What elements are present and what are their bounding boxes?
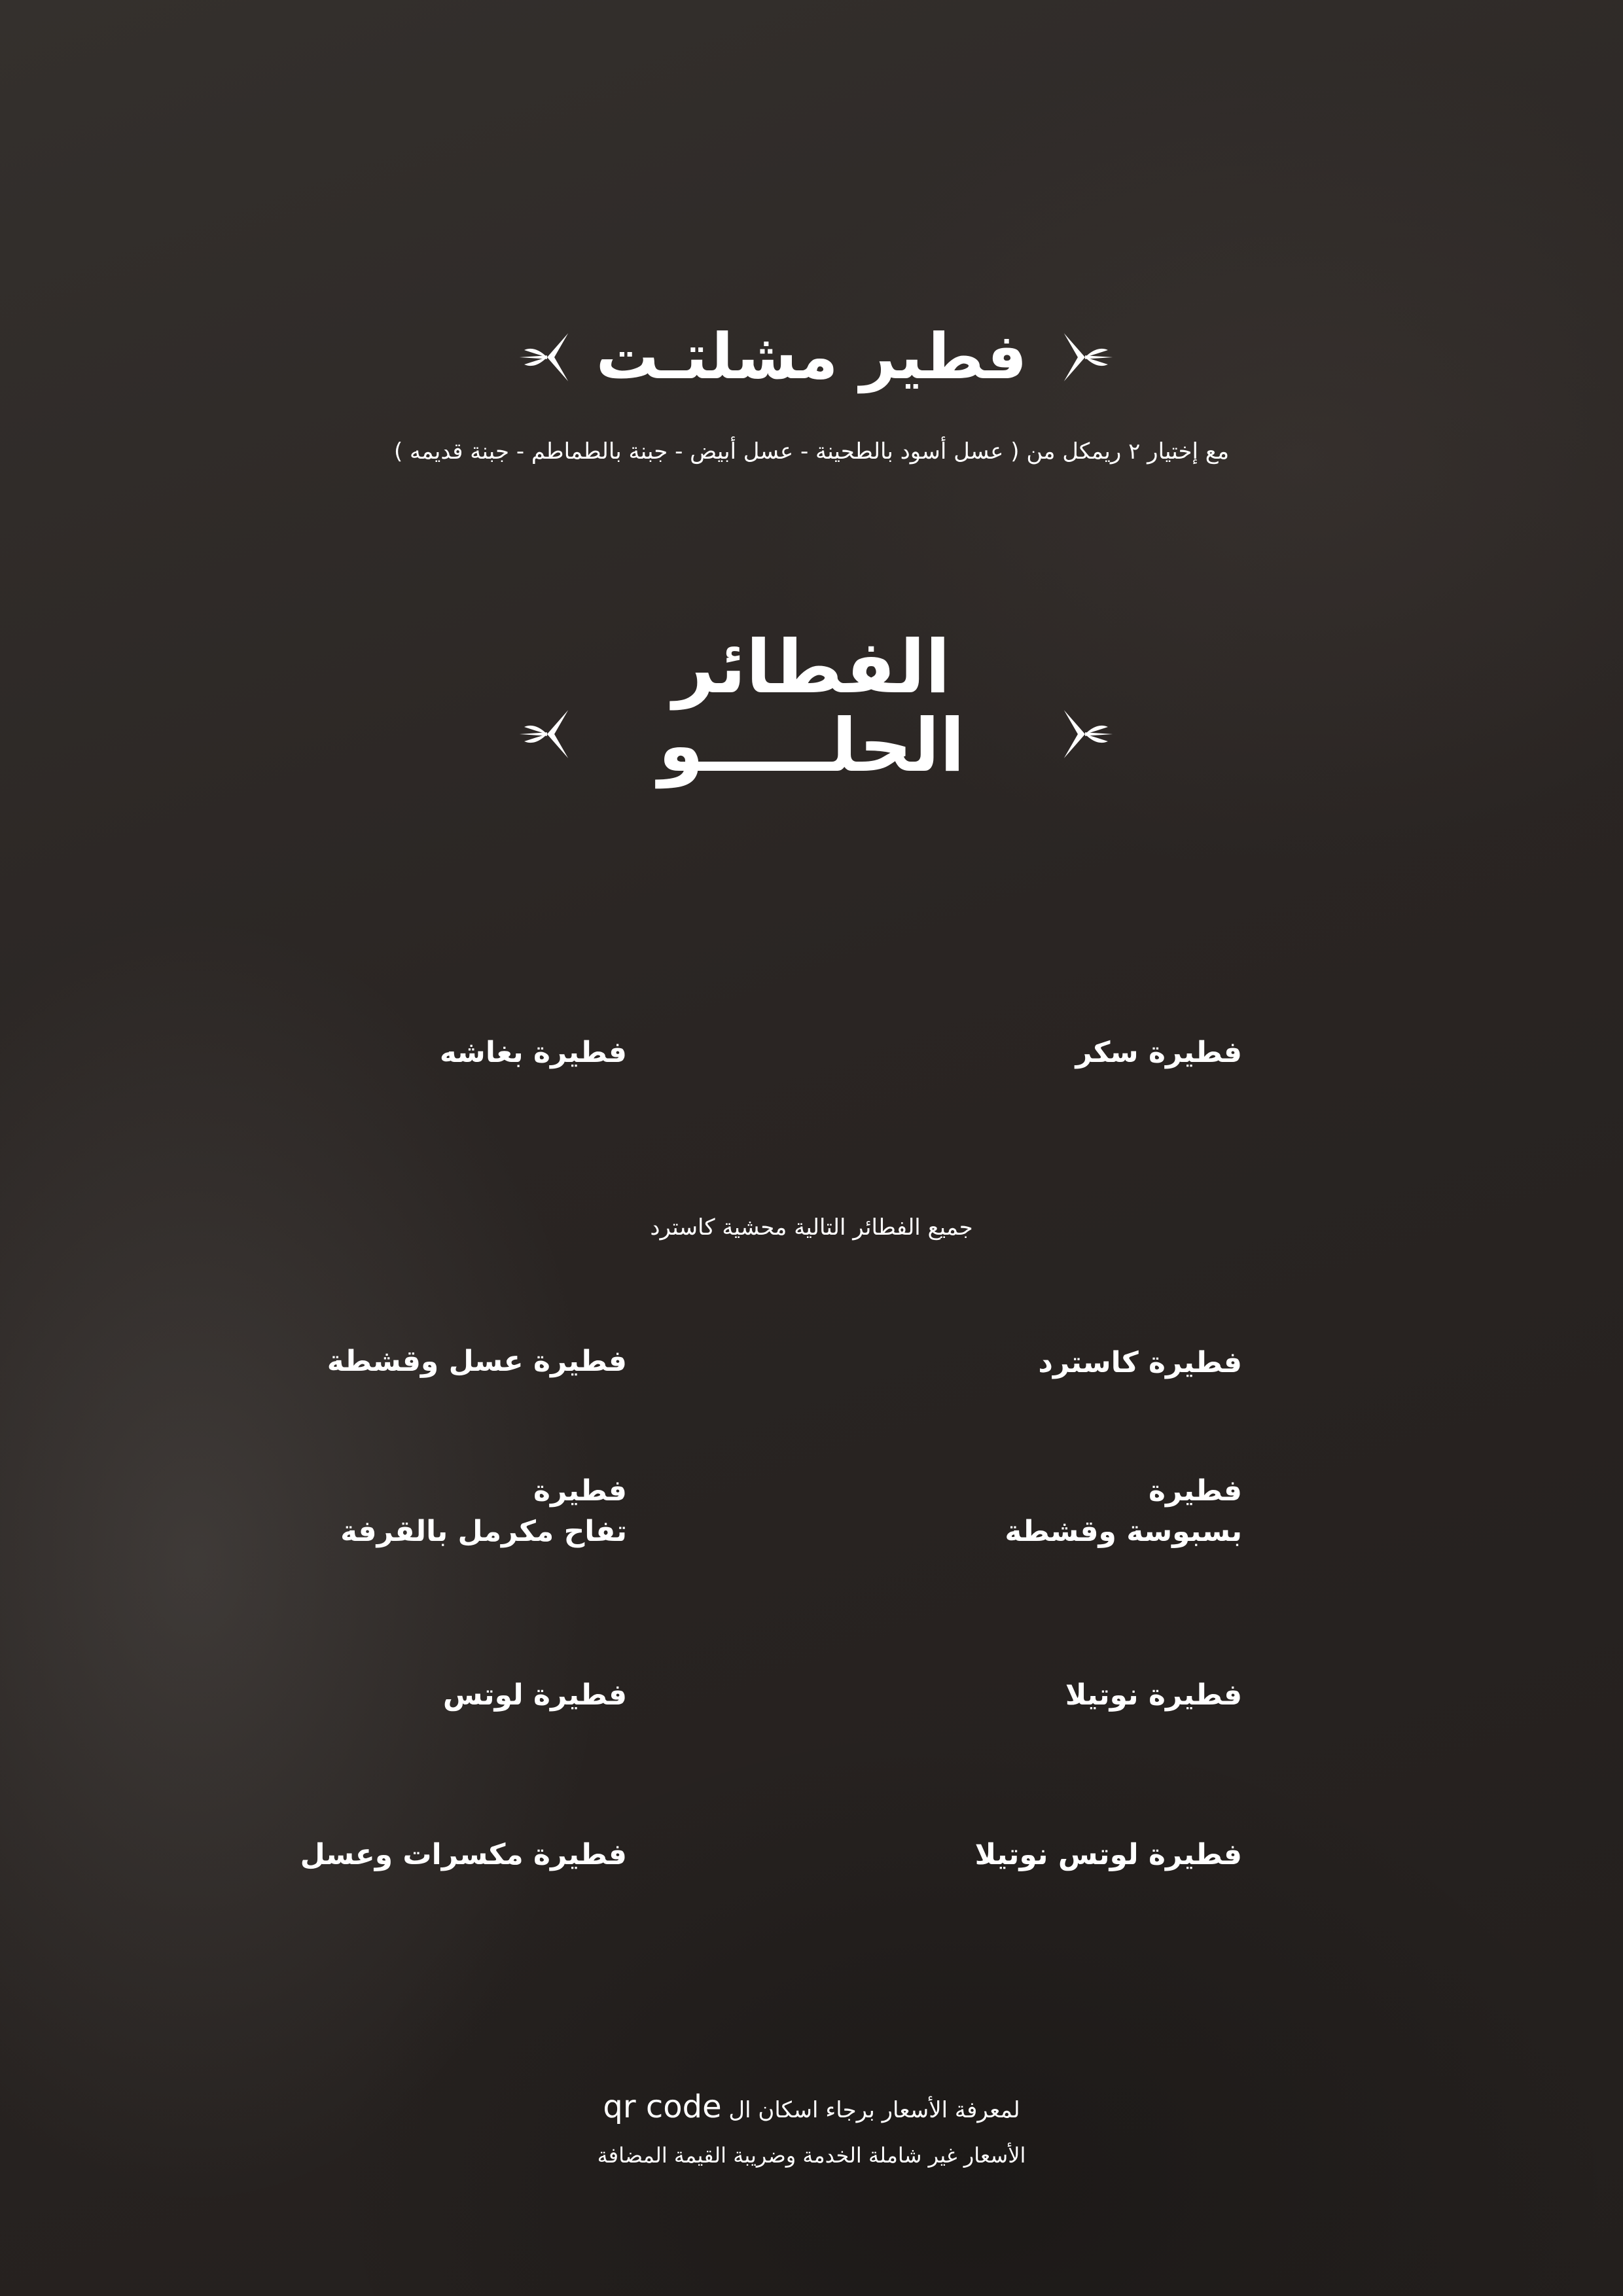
menu-item: فطيرة كاسترد	[1038, 1346, 1242, 1379]
menu-item-line-2: تفاح مكرمل بالقرفة	[340, 1515, 627, 1548]
section-title-sweet-pies	[0, 625, 1623, 788]
section-subtitle-choices: مع إختيار ٢ ريمكل من ( عسل أسود بالطحينة - عسل أبيض - جبنة بالطماطم - جبنة قديمه )	[393, 438, 1230, 465]
section-title-line-1: الفطائر	[673, 625, 950, 710]
menu-item: فطيرة بغاشه	[439, 1036, 627, 1069]
menu-item-line-1: فطيرة	[1149, 1474, 1242, 1508]
menu-item: فطيرة سكر	[1075, 1036, 1242, 1069]
footer-qr-prefix: لمعرفة الأسعار برجاء اسكان ال	[728, 2097, 1020, 2123]
floral-ornament-icon	[517, 704, 577, 764]
menu-item	[340, 1471, 627, 1552]
menu-item	[1005, 1471, 1242, 1552]
section-title-line-2: الحلـــــو	[658, 703, 965, 788]
section-title-mushaltet: فطير مشلتـت	[596, 320, 1027, 393]
footer-tax-note: الأسعار غير شاملة الخدمة وضريبة القيمة المضافة	[597, 2143, 1026, 2168]
floral-ornament-icon	[517, 327, 577, 387]
menu-item: فطيرة لوتس نوتيلا	[974, 1838, 1242, 1871]
footer-qr-code-label: qr code	[603, 2089, 722, 2125]
floral-ornament-icon	[1055, 327, 1115, 387]
menu-item: فطيرة عسل وقشطة	[327, 1345, 627, 1378]
menu-item: فطيرة نوتيلا	[1065, 1678, 1242, 1712]
menu-item-line-1: فطيرة	[533, 1474, 627, 1508]
footer-qr-note	[0, 2089, 1623, 2128]
menu-item: فطيرة لوتس	[442, 1678, 627, 1712]
menu-item-line-2: بسبوسة وقشطة	[1005, 1515, 1242, 1548]
floral-ornament-icon	[1055, 704, 1115, 764]
custard-note: جميع الفطائر التالية محشية كاسترد	[650, 1214, 973, 1241]
menu-item: فطيرة مكسرات وعسل	[300, 1838, 627, 1871]
